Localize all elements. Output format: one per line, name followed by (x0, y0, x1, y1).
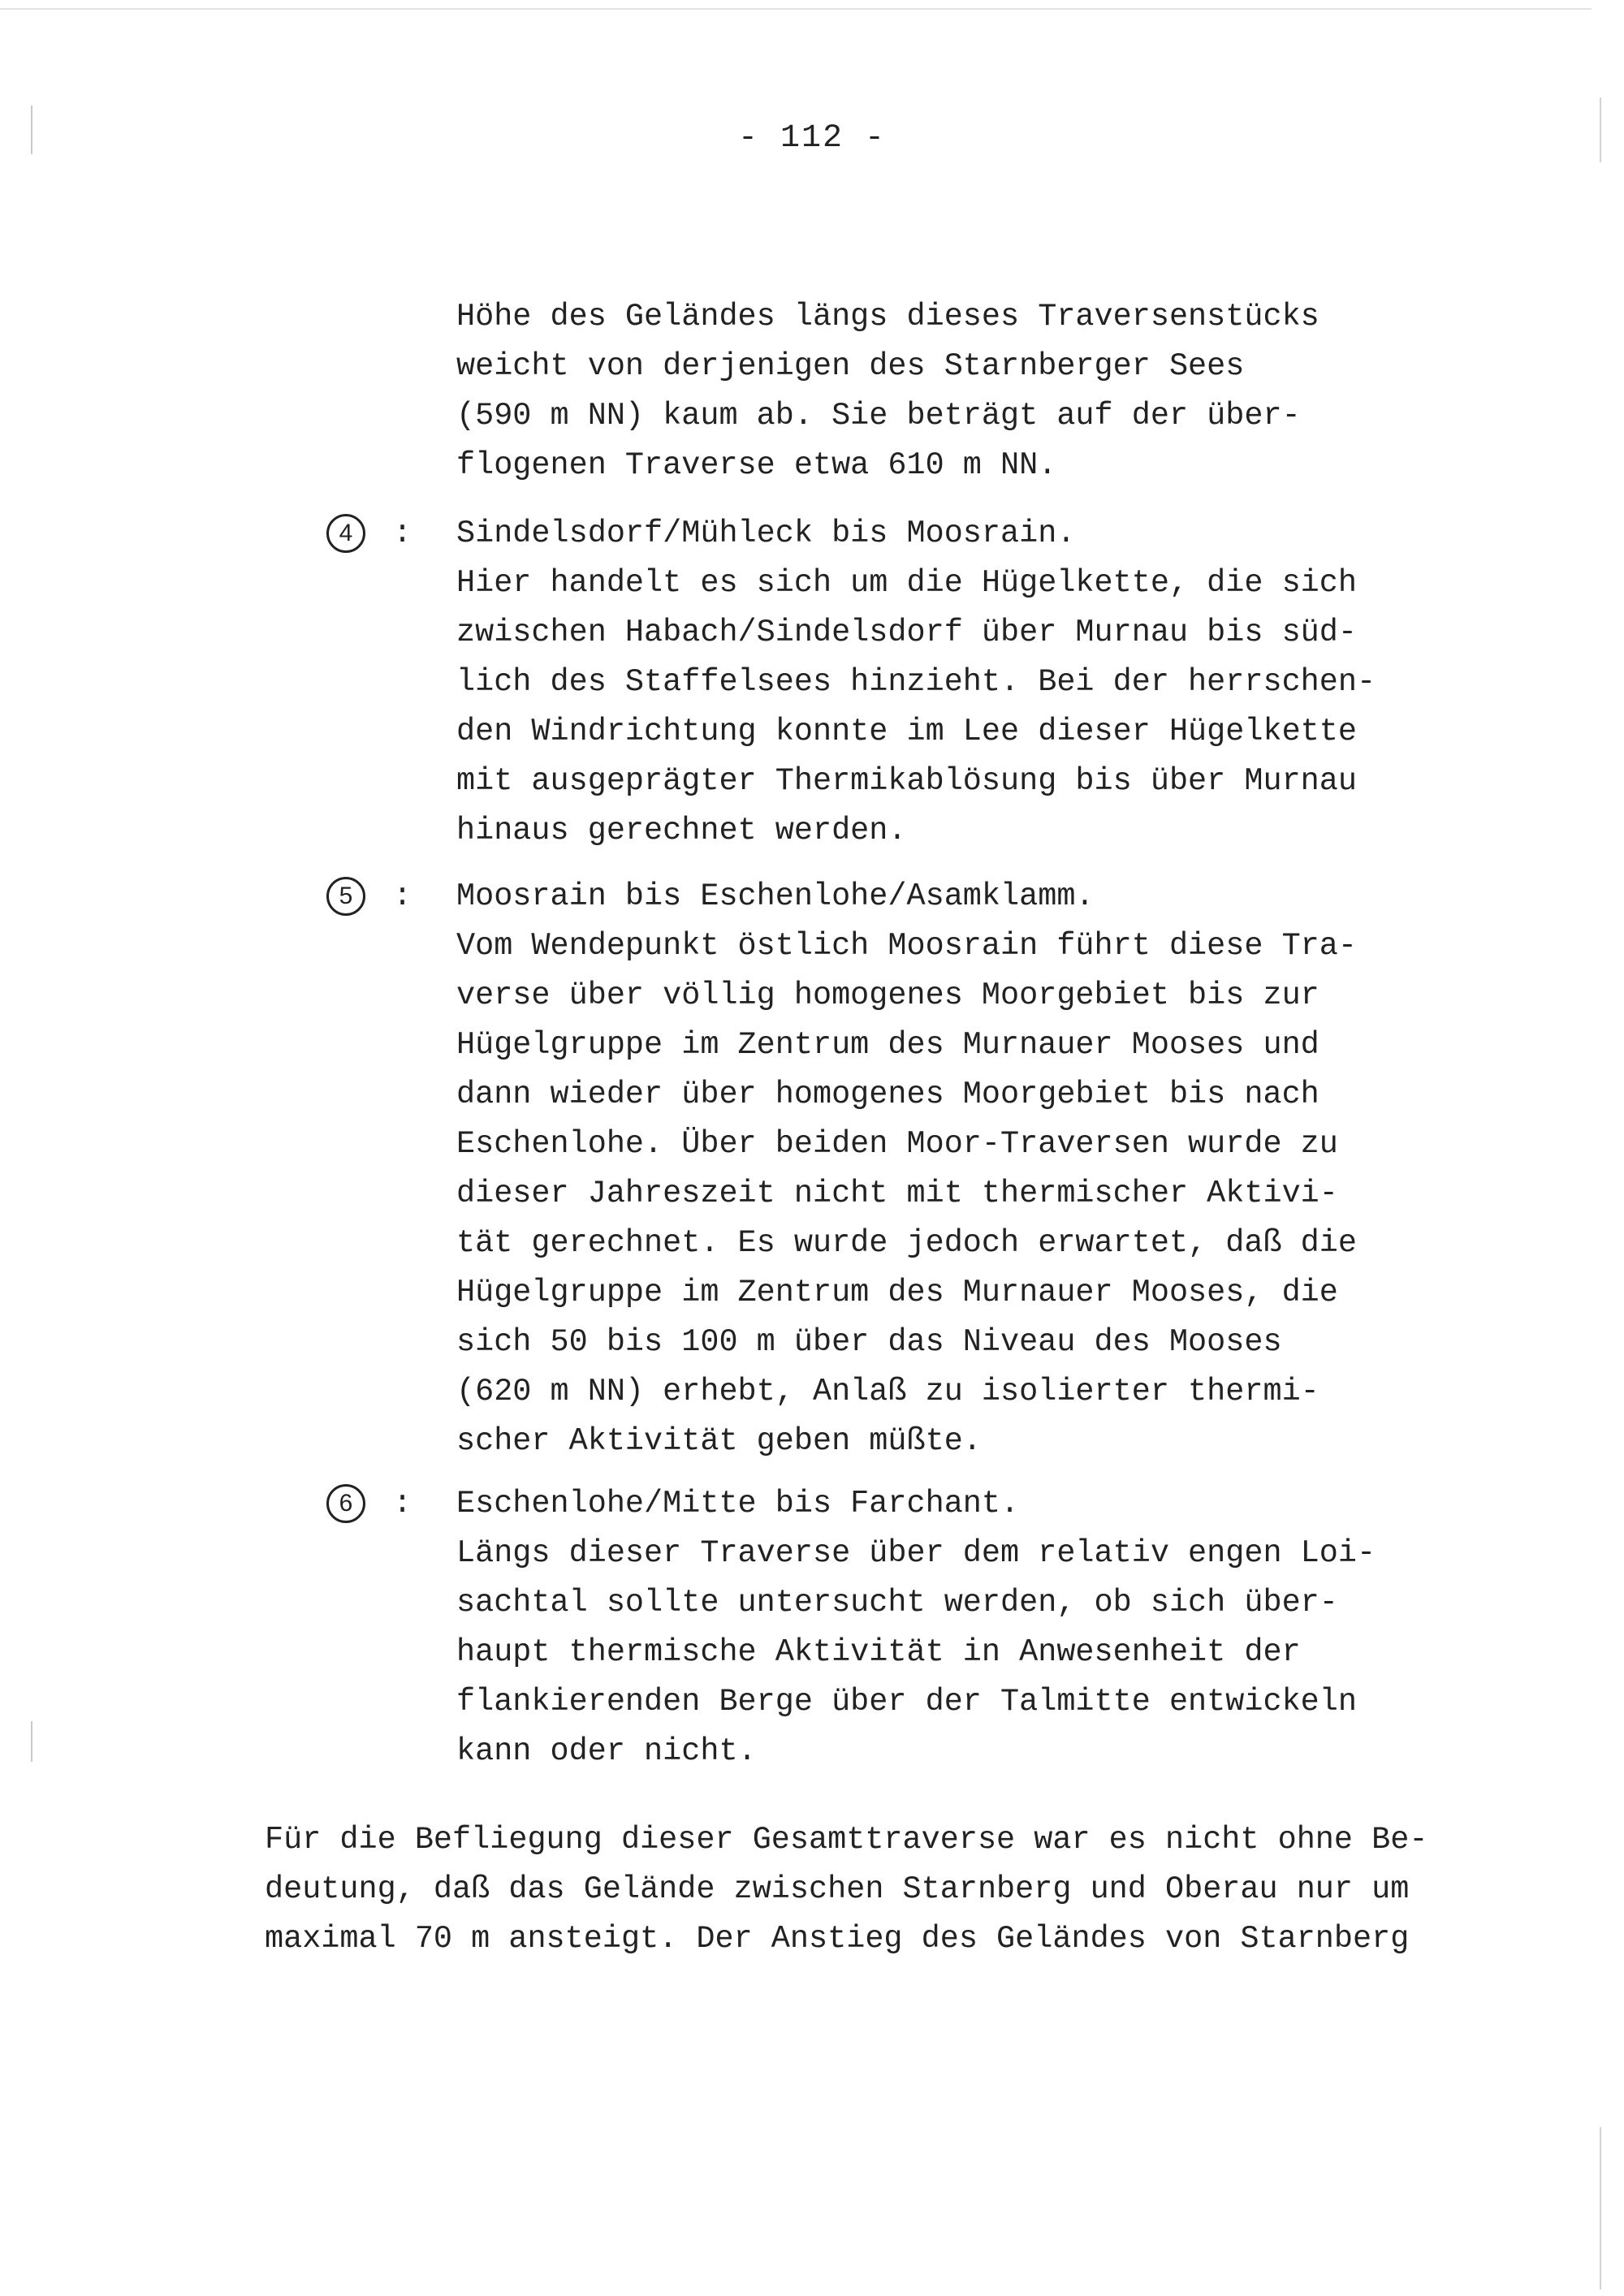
text-line: Sindelsdorf/Mühleck bis Moosrain. (456, 516, 1076, 551)
item-text (456, 872, 1357, 1466)
text-line: hinaus gerechnet werden. (456, 813, 907, 848)
text-line: mit ausgeprägter Thermikablösung bis über Murnau (456, 763, 1357, 799)
item-text (456, 1479, 1376, 1776)
text-line: Hügelgruppe im Zentrum des Murnauer Mooses und (456, 1027, 1320, 1063)
text-line: Längs dieser Traverse über dem relativ engen Loi- (456, 1535, 1376, 1571)
item-colon: : (393, 1486, 412, 1521)
scan-right-mark (1600, 2127, 1601, 2290)
text-line: (590 m NN) kaum ab. Sie beträgt auf der über- (456, 398, 1301, 434)
text-line: deutung, daß das Gelände zwischen Starnberg und Oberau nur um (265, 1871, 1410, 1907)
text-line: maximal 70 m ansteigt. Der Anstieg des Geländes von Starnberg (265, 1921, 1410, 1957)
text-line: sich 50 bis 100 m über das Niveau des Mooses (456, 1324, 1282, 1360)
text-line: zwischen Habach/Sindelsdorf über Murnau bis süd- (456, 615, 1357, 650)
text-line: weicht von derjenigen des Starnberger Sees (456, 348, 1245, 384)
text-line: sachtal sollte untersucht werden, ob sich über- (456, 1585, 1338, 1621)
circled-number-marker: 5 (326, 877, 365, 916)
text-line: scher Aktivität geben müßte. (456, 1423, 982, 1459)
text-line: Moosrain bis Eschenlohe/Asamklamm. (456, 878, 1095, 914)
item-text (456, 509, 1376, 856)
page-number: - 112 - (737, 120, 887, 157)
text-line: haupt thermische Aktivität in Anwesenheit der (456, 1634, 1301, 1670)
closing-paragraph (265, 1815, 1427, 1964)
text-line: Für die Befliegung dieser Gesamttraverse war es nicht ohne Be- (265, 1822, 1428, 1858)
text-line: dann wieder über homogenes Moorgebiet bis nach (456, 1077, 1320, 1112)
text-line: Vom Wendepunkt östlich Moosrain führt diese Tra- (456, 928, 1357, 964)
item-colon: : (393, 516, 412, 551)
scan-left-mark (31, 1721, 32, 1762)
text-line: Eschenlohe. Über beiden Moor-Traversen wurde zu (456, 1126, 1338, 1162)
text-line: dieser Jahreszeit nicht mit thermischer Aktivi- (456, 1176, 1338, 1211)
circled-number-marker: 4 (326, 514, 365, 553)
text-line: tät gerechnet. Es wurde jedoch erwartet, daß die (456, 1225, 1357, 1261)
scan-top-edge (0, 8, 1592, 10)
text-line: (620 m NN) erhebt, Anlaß zu isolierter thermi- (456, 1374, 1320, 1409)
text-line: Hügelgruppe im Zentrum des Murnauer Mooses, die (456, 1275, 1338, 1310)
intro-paragraph (456, 292, 1320, 490)
circled-number-marker: 6 (326, 1484, 365, 1523)
text-line: den Windrichtung konnte im Lee dieser Hügelkette (456, 714, 1357, 749)
text-line: Hier handelt es sich um die Hügelkette, die sich (456, 565, 1357, 601)
text-line: flankierenden Berge über der Talmitte entwickeln (456, 1684, 1357, 1720)
text-line: lich des Staffelsees hinzieht. Bei der herrschen- (456, 664, 1376, 700)
text-line: flogenen Traverse etwa 610 m NN. (456, 447, 1057, 483)
text-line: kann oder nicht. (456, 1733, 757, 1769)
item-colon: : (393, 878, 412, 914)
text-line: Eschenlohe/Mitte bis Farchant. (456, 1486, 1020, 1521)
text-line: Höhe des Geländes längs dieses Traversenstücks (456, 299, 1320, 334)
text-line: verse über völlig homogenes Moorgebiet bis zur (456, 978, 1320, 1013)
